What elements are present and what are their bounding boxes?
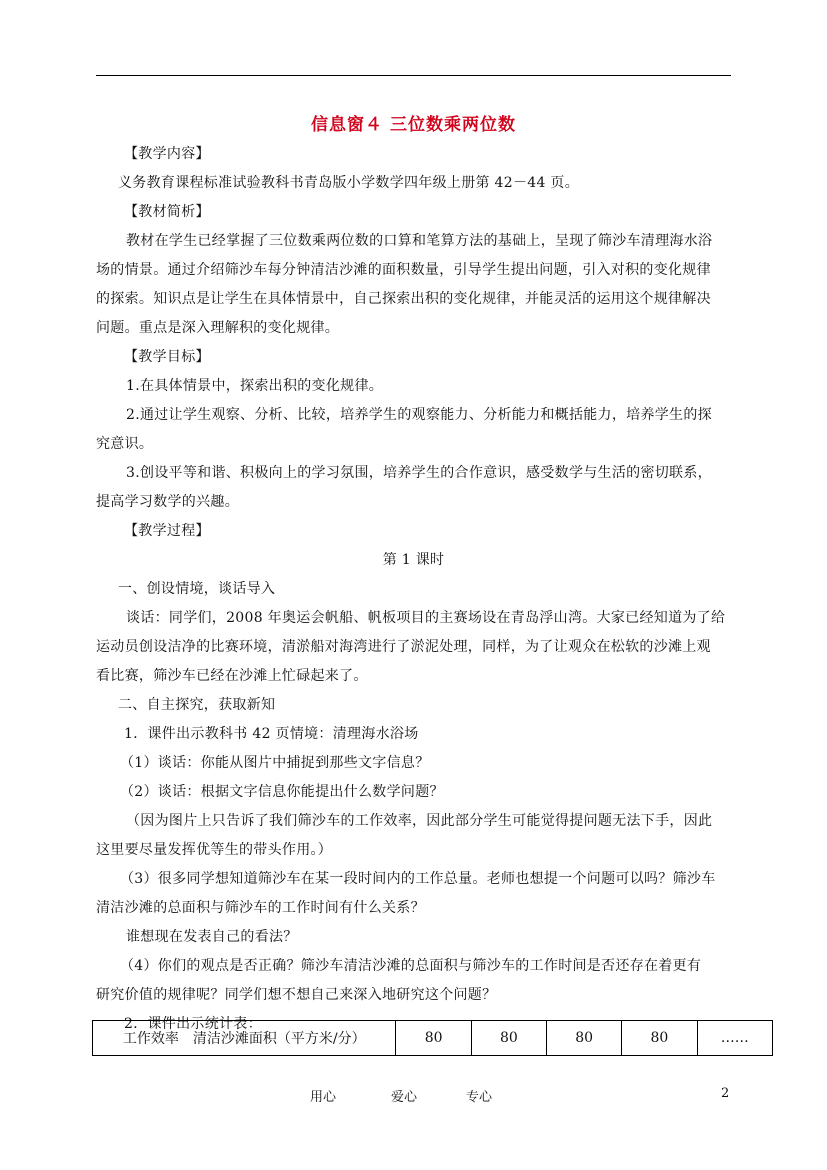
paragraph-line: 教材在学生已经掌握了三位数乘两位数的口算和笔算方法的基础上，呈现了筛沙车清理海水浴 bbox=[126, 233, 713, 249]
table-cell: …… bbox=[697, 1021, 772, 1056]
footer-text-left: 用心 bbox=[310, 1090, 337, 1105]
section-heading: 【教材简析】 bbox=[124, 204, 210, 220]
document-title: 信息窗４ 三位数乘两位数 bbox=[311, 115, 516, 135]
paragraph-line: 场的情景。通过介绍筛沙车每分钟清洁沙滩的面积数量，引导学生提出问题，引入对积的变化规律 bbox=[96, 262, 711, 278]
paragraph-line: （3）很多同学想知道筛沙车在某一段时间内的工作总量。老师也想提一个问题可以吗？筛沙车 bbox=[120, 871, 716, 887]
footer-text-right: 专心 bbox=[466, 1090, 493, 1105]
table-cell: 80 bbox=[622, 1021, 697, 1056]
paragraph-line: 3.创设平等和谐、积极向上的学习氛围，培养学生的合作意识，感受数学与生活的密切联系， bbox=[126, 465, 712, 481]
paragraph-line: 研究价值的规律呢？同学们想不想自己来深入地研究这个问题？ bbox=[96, 987, 497, 1003]
table-cell: 80 bbox=[547, 1021, 622, 1056]
statistics-table bbox=[92, 1020, 773, 1056]
subsection-heading: 二、自主探究，获取新知 bbox=[118, 697, 276, 713]
paragraph-line: 运动员创设洁净的比赛环境，清淤船对海湾进行了淤泥处理，同样，为了让观众在松软的沙滩上观 bbox=[96, 639, 711, 655]
paragraph-line: 看比赛，筛沙车已经在沙滩上忙碌起来了。 bbox=[96, 668, 368, 684]
paragraph-line: 的探索。知识点是让学生在具体情景中，自己探索出积的变化规律，并能灵活的运用这个规律解决 bbox=[96, 291, 711, 307]
table-row bbox=[93, 1021, 773, 1056]
paragraph-line: （1）谈话：你能从图片中捕捉到那些文字信息？ bbox=[120, 755, 430, 771]
footer-text-middle: 爱心 bbox=[391, 1090, 418, 1105]
paragraph-line: 义务教育课程标准试验教科书青岛版小学数学四年级上册第 42－44 页。 bbox=[118, 175, 580, 191]
paragraph-line: 2．课件出示统计表： bbox=[124, 1016, 262, 1032]
paragraph-line: 谁想现在发表自己的看法？ bbox=[126, 929, 298, 945]
section-heading: 【教学目标】 bbox=[124, 349, 210, 365]
paragraph-line: 清洁沙滩的总面积与筛沙车的工作时间有什么关系？ bbox=[96, 900, 425, 916]
table-cell: 80 bbox=[396, 1021, 471, 1056]
paragraph-line: 提高学习数学的兴趣。 bbox=[96, 494, 239, 510]
page-number: 2 bbox=[721, 1086, 730, 1101]
paragraph-line: 1.在具体情景中，探索出积的变化规律。 bbox=[126, 378, 384, 394]
lesson-number: 第 1 课时 bbox=[382, 552, 445, 568]
paragraph-line: 这里要尽量发挥优等生的带头作用。） bbox=[96, 842, 333, 858]
paragraph-line: 问题。重点是深入理解积的变化规律。 bbox=[96, 320, 340, 336]
section-heading: 【教学过程】 bbox=[124, 523, 210, 539]
table-cell: 80 bbox=[471, 1021, 546, 1056]
paragraph-line: （2）谈话：根据文字信息你能提出什么数学问题？ bbox=[120, 784, 444, 800]
paragraph-line: 1．课件出示教科书 42 页情境：清理海水浴场 bbox=[124, 726, 419, 742]
table-row-label: 工作效率 清洁沙滩面积（平方米/分） bbox=[93, 1021, 396, 1056]
header-rule bbox=[96, 75, 731, 76]
paragraph-line: （4）你们的观点是否正确？筛沙车清洁沙滩的总面积与筛沙车的工作时间是否还存在着更有 bbox=[120, 958, 702, 974]
paragraph-line: 究意识。 bbox=[96, 436, 154, 452]
subsection-heading: 一、创设情境，谈话导入 bbox=[118, 581, 276, 597]
paragraph-line: 2.通过让学生观察、分析、比较，培养学生的观察能力、分析能力和概括能力，培养学生的探 bbox=[126, 407, 712, 423]
paragraph-line: 谈话：同学们，2008 年奥运会帆船、帆板项目的主赛场设在青岛浮山湾。大家已经知道为了给 bbox=[126, 610, 726, 626]
section-heading: 【教学内容】 bbox=[124, 146, 210, 162]
paragraph-line: （因为图片上只告诉了我们筛沙车的工作效率，因此部分学生可能觉得提问题无法下手，因此 bbox=[126, 813, 713, 829]
